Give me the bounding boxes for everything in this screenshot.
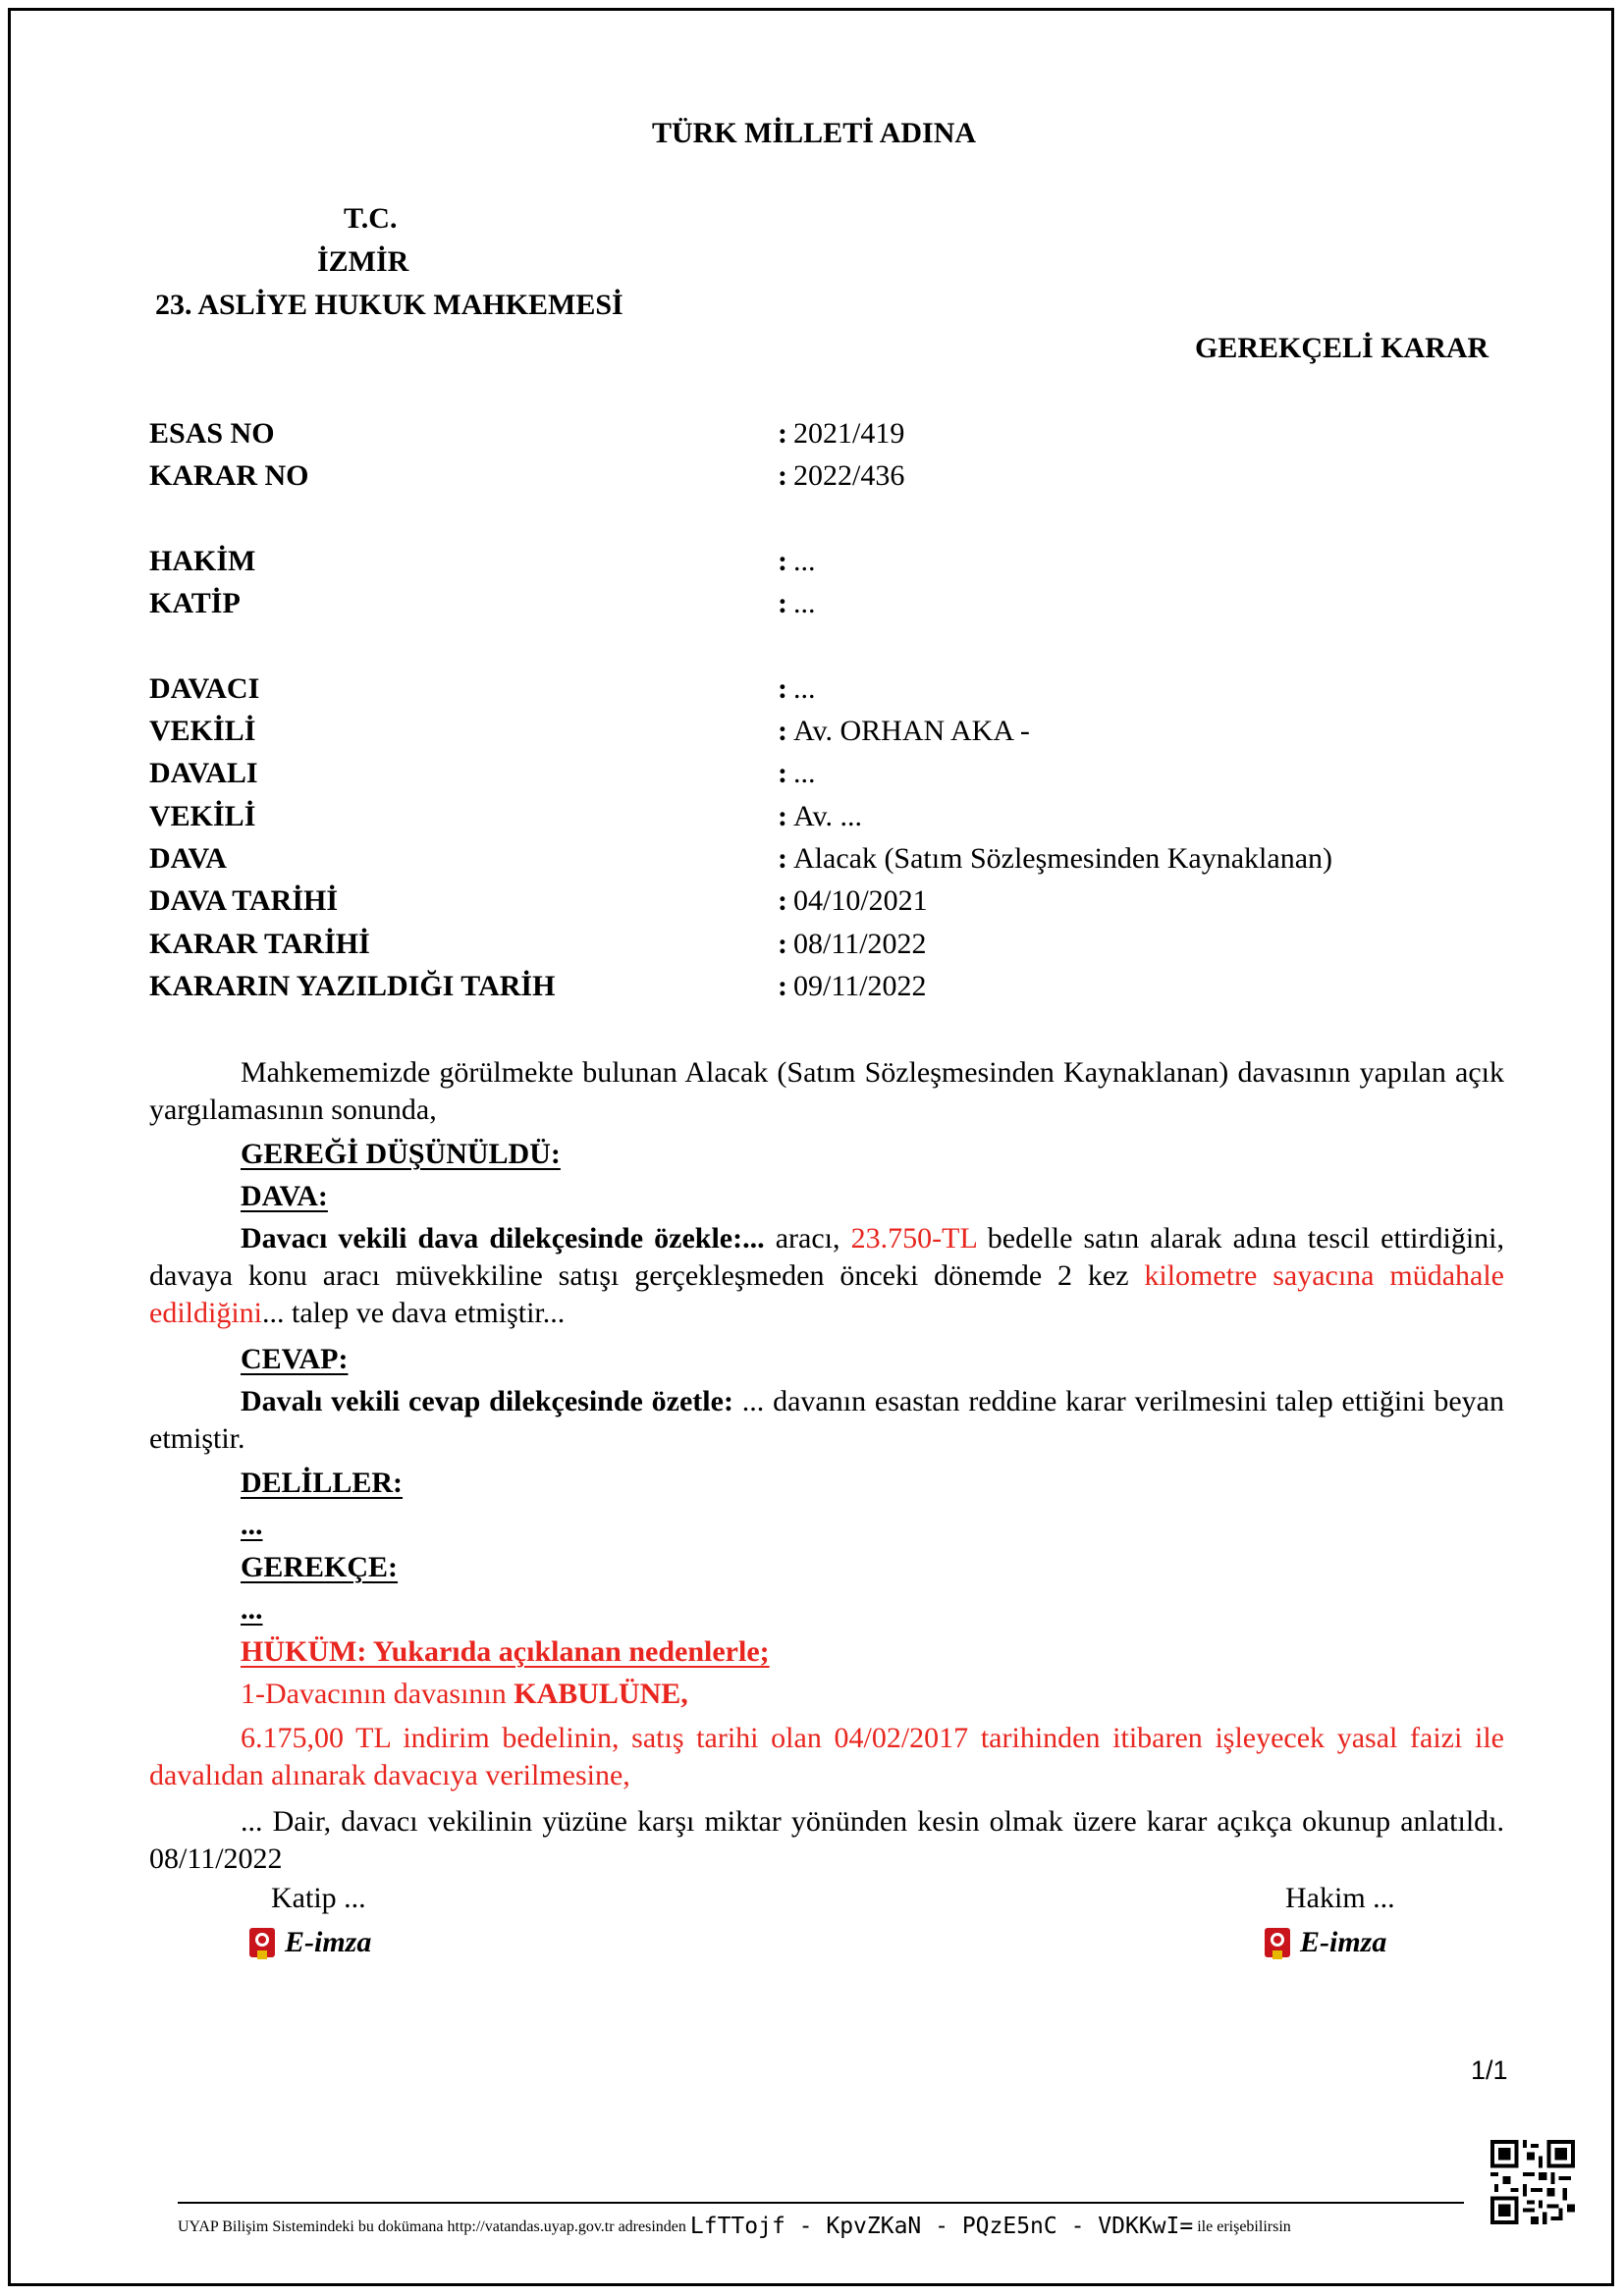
- verification-code: LfTTojf - KpvZKaN - PQzE5nC - VDKKwI=: [689, 2214, 1194, 2239]
- field-label: HAKİM: [149, 545, 256, 577]
- e-signature-icon: [1261, 1924, 1294, 1963]
- field-label: DAVA TARİHİ: [149, 884, 339, 917]
- field-value: : 04/10/2021: [778, 884, 928, 917]
- court-heading: 23. ASLİYE HUKUK MAHKEMESİ: [155, 289, 623, 321]
- hakim-eimza: E-imza: [1300, 1926, 1387, 1958]
- field-value: : ...: [778, 672, 816, 705]
- intro-paragraph: Mahkememizde görülmekte bulunan Alacak (Satım Sözleşmesinden Kaynaklanan) davasının yapılan açık yargılamasının sonunda,: [149, 1056, 1504, 1126]
- field-value: : 08/11/2022: [778, 928, 927, 960]
- gerege-heading: GEREĞİ DÜŞÜNÜLDÜ:: [241, 1138, 561, 1170]
- hukum-item-1: 1-Davacının davasının KABULÜNE,: [241, 1678, 688, 1710]
- page-number: 1/1: [1471, 2056, 1508, 2085]
- field-value: : Av. ...: [778, 800, 862, 832]
- cevap-heading: CEVAP:: [241, 1343, 349, 1375]
- deliller-heading: DELİLLER:: [241, 1467, 404, 1499]
- gerekce-heading: GEREKÇE:: [241, 1551, 399, 1583]
- hukum-item-2: 6.175,00 TL indirim bedelinin, satış tarihi olan 04/02/2017 tarihinden itibaren işleyecek yasal faizi ile davalıdan alınarak davacıya verilmesine,: [149, 1722, 1504, 1791]
- hukum-heading: HÜKÜM: Yukarıda açıklanan nedenlerle;: [241, 1635, 770, 1668]
- field-label: KARARIN YAZILDIĞI TARİH: [149, 970, 556, 1002]
- footer-note: UYAP Bilişim Sistemindeki bu dokümana http://vatandas.uyap.gov.tr adresinden LfTTojf - KpvZKaN - PQzE5nC - VDKKwI= ile erişebilirsin: [178, 2214, 1291, 2239]
- document-type: GEREKÇELİ KARAR: [1195, 332, 1489, 364]
- field-label: DAVA: [149, 842, 227, 875]
- gerekce-text: ...: [241, 1593, 263, 1626]
- field-label: VEKİLİ: [149, 715, 256, 747]
- field-label: DAVALI: [149, 757, 258, 789]
- field-value: : ...: [778, 587, 816, 619]
- field-label: KATİP: [149, 587, 241, 619]
- field-label: DAVACI: [149, 672, 260, 705]
- cevap-paragraph: Davalı vekili cevap dilekçesinde özetle: ... davanın esastan reddine karar verilmesini talep ettiğini beyan etmiştir.: [149, 1385, 1504, 1455]
- field-value: : Alacak (Satım Sözleşmesinden Kaynaklanan): [778, 842, 1332, 875]
- hakim-signature: Hakim ...: [1285, 1882, 1395, 1914]
- field-value: : 2022/436: [778, 459, 905, 492]
- field-value: : 2021/419: [778, 417, 905, 450]
- field-value: : 09/11/2022: [778, 970, 927, 1002]
- qr-code: [1490, 2140, 1575, 2224]
- field-label: VEKİLİ: [149, 800, 256, 832]
- nation-heading: TÜRK MİLLETİ ADINA: [652, 117, 977, 149]
- field-value: : ...: [778, 757, 816, 789]
- closing-paragraph: ... Dair, davacı vekilinin yüzüne karşı miktar yönünden kesin olmak üzere karar açıkça okunup anlatıldı. 08/11/2022: [149, 1805, 1504, 1875]
- field-value: : ...: [778, 545, 816, 577]
- state-heading: T.C.: [344, 202, 398, 235]
- e-signature-icon: [245, 1924, 279, 1963]
- field-label: KARAR TARİHİ: [149, 928, 370, 960]
- deliller-text: ...: [241, 1509, 263, 1541]
- dava-paragraph: Davacı vekili dava dilekçesinde özekle:... aracı, 23.750-TL bedelle satın alarak adına tescil ettirdiğini, davaya konu aracı müvekkiline satışı gerçekleşmeden önceki dönemde 2 kez kilometre sayacına müdahale edildiğini... talep ve dava etmiştir...: [149, 1222, 1504, 1329]
- footer-divider: [178, 2202, 1464, 2204]
- dava-heading: DAVA:: [241, 1180, 328, 1212]
- field-label: ESAS NO: [149, 417, 275, 450]
- field-label: KARAR NO: [149, 459, 309, 492]
- katip-eimza: E-imza: [285, 1926, 372, 1958]
- field-value: : Av. ORHAN AKA -: [778, 715, 1030, 747]
- katip-signature: Katip ...: [271, 1882, 366, 1914]
- city-heading: İZMİR: [317, 245, 409, 278]
